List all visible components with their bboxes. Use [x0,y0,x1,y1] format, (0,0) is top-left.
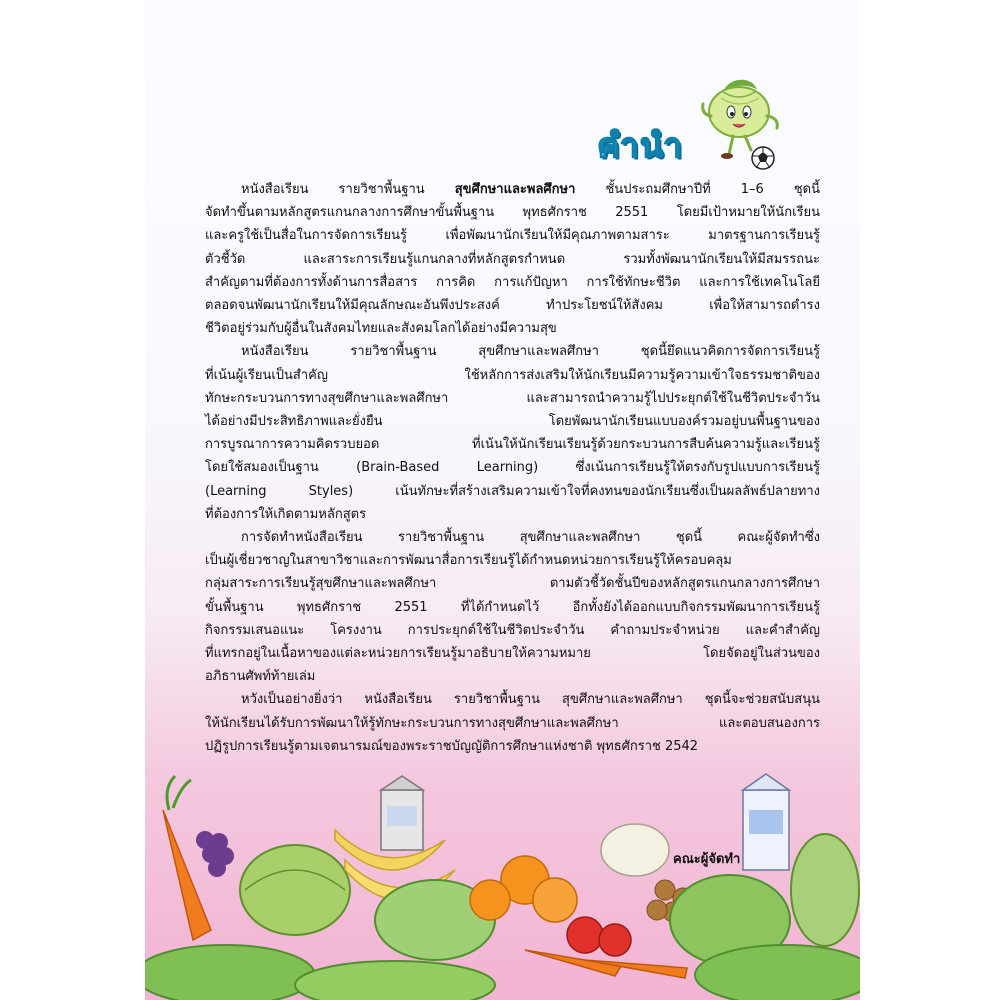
text-segment: การบูรณาการความคิดรวบยอด ที่เน้นให้นักเรียนเรียนรู้ด้วยกระบวนการสืบค้นความรู้และเรียนรู้ [205,437,820,453]
text-line [205,712,820,735]
text-line [205,596,820,619]
text-segment: ชั้นประถมศึกษาปีที่ 1–6 ชุดนี้ [575,182,820,197]
text-line [205,248,820,271]
text-line [205,456,820,479]
text-segment: หนังสือเรียน รายวิชาพื้นฐาน สุขศึกษาและพลศึกษา ชุดนี้ยึดแนวคิดการจัดการเรียนรู้ [241,344,820,360]
text-segment: (Learning Styles) เน้นทักษะที่สร้างเสริมความเข้าใจที่คงทนของนักเรียนซึ่งเป็นผลลัพธ์ปลายทาง [205,483,820,499]
text-segment: กลุ่มสาระการเรียนรู้สุขศึกษาและพลศึกษา ตามตัวชี้วัดชั้นปีของหลักสูตรแกนกลางการศึกษา [205,576,820,592]
book-page [145,0,860,1000]
mascot-icon [693,74,785,174]
text-segment: ปฏิรูปการเรียนรู้ตามเจตนารมณ์ของพระราชบัญญัติการศึกษาแห่งชาติ พุทธศักราช 2542 [205,738,699,754]
text-line [205,572,820,595]
subject-title: สุขศึกษาและพลศึกษา [454,182,576,197]
text-line [205,224,820,247]
text-segment: ชีวิตอยู่ร่วมกับผู้อื่นในสังคมไทยและสังคมโลกได้อย่างมีความสุข [205,321,557,337]
text-line [205,526,820,549]
text-line [205,271,820,294]
text-segment: ตลอดจนพัฒนานักเรียนให้มีคุณลักษณะอันพึงประสงค์ ทำประโยชน์ให้สังคม เพื่อให้สามารถดำรง [205,298,820,314]
text-line [205,364,820,387]
text-segment: ที่ต้องการให้เกิดตามหลักสูตร [205,506,367,522]
text-segment: โดยใช้สมองเป็นฐาน (Brain-Based Learning) ซึ่งเน้นการเรียนรู้ให้ตรงกับรูปแบบการเรียนรู้ [205,460,820,476]
text-line [205,735,820,758]
text-line [205,410,820,433]
soccer-ball-icon [752,147,774,169]
text-segment: ขั้นพื้นฐาน พุทธศักราช 2551 ที่ได้กำหนดไว้ อีกทั้งยังได้ออกแบบกิจกรรมพัฒนาการเรียนรู้ [205,599,820,615]
text-line [205,642,820,665]
signature: คณะผู้จัดทำ [673,852,741,867]
text-line [205,619,820,642]
text-line [205,688,820,711]
text-segment: การจัดทำหนังสือเรียน รายวิชาพื้นฐาน สุขศึกษาและพลศึกษา ชุดนี้ คณะผู้จัดทำซึ่ง [241,530,820,546]
text-segment: เป็นผู้เชี่ยวชาญในสาขาวิชาและการพัฒนาสื่อการเรียนรู้ได้กำหนดหน่วยการเรียนรู้ให้ครอบคลุม [205,553,732,569]
text-segment: สำคัญตามที่ต้องการทั้งด้านการสื่อสาร การคิด การแก้ปัญหา การใช้ทักษะชีวิต และการใช้เทคโนโลยี [205,274,820,290]
text-line [205,665,820,688]
text-line [205,317,820,340]
text-line [205,340,820,363]
text-line [205,480,820,503]
text-segment: และครูใช้เป็นสื่อในการจัดการเรียนรู้ เพื่อพัฒนานักเรียนให้มีคุณภาพตามสาระ มาตรฐานการเรียนรู้ [205,228,820,244]
page-title: คำนำ [597,126,684,166]
text-line [205,503,820,526]
text-line [205,387,820,410]
text-segment: จัดทำขึ้นตามหลักสูตรแกนกลางการศึกษาขั้นพื้นฐาน พุทธศักราช 2551 โดยมีเป้าหมายให้นักเรียน [205,205,820,221]
text-segment: หนังสือเรียน รายวิชาพื้นฐาน [241,182,455,197]
vegetables-illustration [145,770,860,1000]
preface-body [205,178,820,758]
text-line [205,294,820,317]
text-segment: ตัวชี้วัด และสาระการเรียนรู้แกนกลางที่หลักสูตรกำหนด รวมทั้งพัฒนานักเรียนให้มีสมรรถนะ [205,251,820,267]
text-segment: หวังเป็นอย่างยิ่งว่า หนังสือเรียน รายวิชาพื้นฐาน สุขศึกษาและพลศึกษา ชุดนี้จะช่วยสนับสนุน [241,692,820,708]
text-line [205,549,820,572]
text-segment: ที่เน้นผู้เรียนเป็นสำคัญ ใช้หลักการส่งเสริมให้นักเรียนมีความรู้ความเข้าใจธรรมชาติของ [205,367,820,383]
text-segment: กิจกรรมเสนอแนะ โครงงาน การประยุกต์ใช้ในชีวิตประจำวัน คำถามประจำหน่วย และคำสำคัญ [205,622,820,638]
text-segment: ทักษะกระบวนการทางสุขศึกษาและพลศึกษา และสามารถนำความรู้ไปประยุกต์ใช้ในชีวิตประจำวัน [205,390,820,406]
text-line [205,201,820,224]
text-segment: ให้นักเรียนได้รับการพัฒนาให้รู้ทักษะกระบวนการทางสุขศึกษาและพลศึกษา และตอบสนองการ [205,715,820,731]
text-segment: ได้อย่างมีประสิทธิภาพและยั่งยืน โดยพัฒนานักเรียนแบบองค์รวมอยู่บนพื้นฐานของ [205,414,820,430]
text-segment: อภิธานศัพท์ท้ายเล่ม [205,669,316,685]
text-line [205,178,820,201]
text-line [205,433,820,456]
text-segment: ที่แทรกอยู่ในเนื้อหาของแต่ละหน่วยการเรียนรู้มาอธิบายให้ความหมาย โดยจัดอยู่ในส่วนของ [205,646,820,662]
